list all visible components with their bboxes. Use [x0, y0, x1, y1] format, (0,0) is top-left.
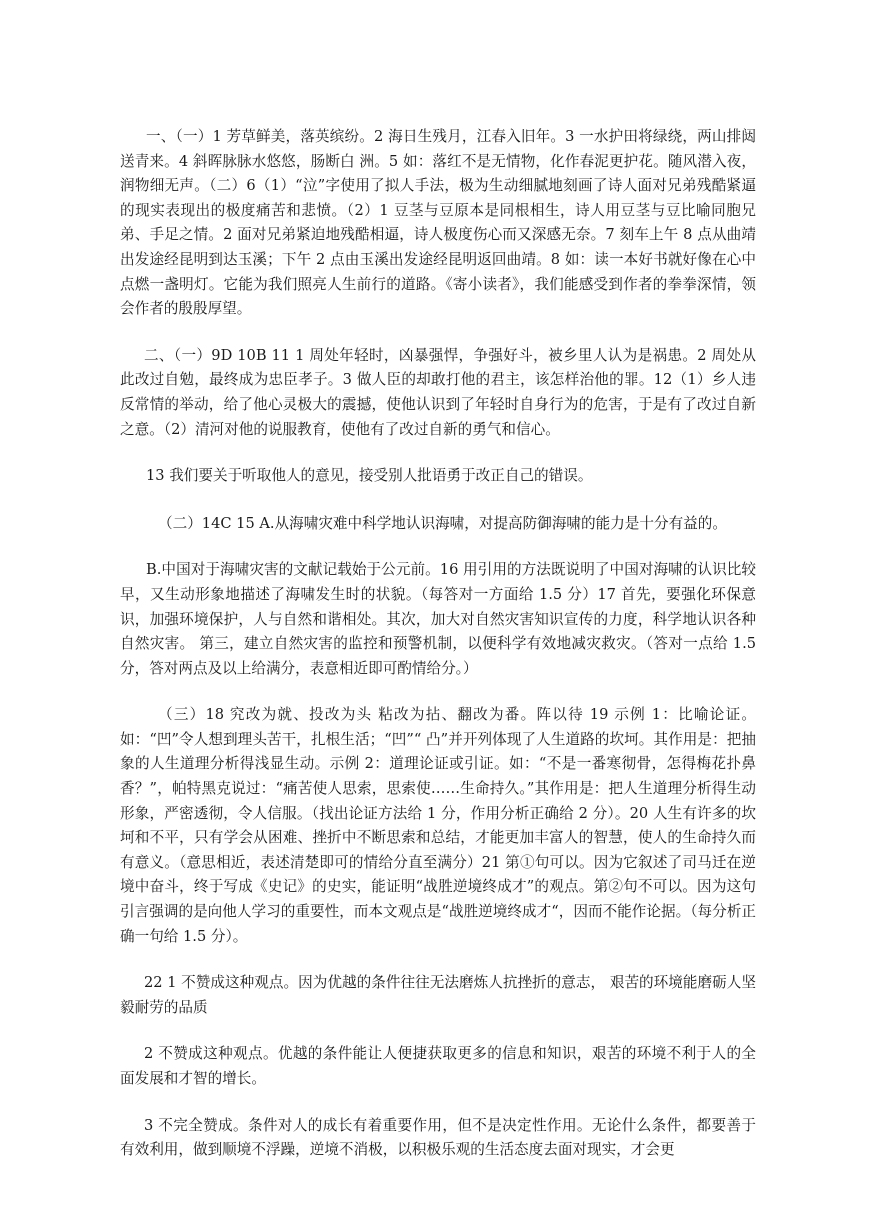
paragraph-answer-14-15: （二）14C 15 A.从海啸灾难中科学地认识海啸，对提高防御海啸的能力是十分有益的。 — [158, 514, 727, 532]
paragraph-section-one: 一、（一）1 芳草鲜美，落英缤纷。2 海日生残月，江春入旧年。3 一水护田将绿绕，两山排闼送青来。4 斜晖脉脉水悠悠，肠断白 洲。5 如：落红不是无情物，化作春泥更护花。随风潜入夜，润物细无声。（二）6（1）“泣”字使用了拟人手法，极为生动细腻地刻画了诗人面对兄弟残酷紧逼的现实表现出的极度痛苦和悲愤。（2）1 豆茎与豆原本是同根相生，诗人用豆茎与豆比喻同胞兄弟、手足之情。2 面对兄弟紧迫地残酷相逼，诗人极度伤心而又深感无奈。7 刻车上午 8 点从曲靖出发途经昆明到达玉溪；下午 2 点由玉溪出发途经昆明返回曲靖。8 如：读一本好书就好像在心中点燃一盏明灯。它能为我们照亮人生前行的道路。《寄小读者》，我们能感受到作者的拳拳深情，领会作者的殷殷厚望。 — [120, 128, 756, 318]
answer-text-body — [120, 125, 756, 1185]
paragraph-answer-22-1: 22 1 不赞成这种观点。因为优越的条件往往无法磨炼人抗挫折的意志， 艰苦的环境能磨砺人坚毅耐劳的品质 — [120, 974, 756, 1016]
paragraph-answer-22-2: 2 不赞成这种观点。优越的条件能让人便捷获取更多的信息和知识，艰苦的环境不利于人的全面发展和才智的增长。 — [120, 1045, 756, 1087]
paragraph-answer-15b-17: B.中国对于海啸灾害的文献记载始于公元前。16 用引用的方法既说明了中国对海啸的认识比较早，又生动形象地描述了海啸发生时的状貌。（每答对一方面给 1.5 分）17 首先，要强化环保意识，加强环境保护，人与自然和谐相处。其次，加大对自然灾害知识宣传的力度，科学地认识各种自然灾害。 第三，建立自然灾害的监控和预警机制，以便科学有效地减灾救灾。（答对一点给 1.5 分，答对两点及以上给满分，表意相近即可酌情给分。） — [120, 561, 756, 677]
paragraph-section-two: 二、（一）9D 10B 11 1 周处年轻时，凶暴强悍，争强好斗，被乡里人认为是祸患。2 周处从此改过自勉，最终成为忠臣孝子。3 做人臣的却敢打他的君主，该怎样治他的罪。12（1）乡人违反常情的举动，给了他心灵极大的震撼，使他认识到了年轻时自身行为的危害，于是有了改过自新之意。（2）清河对他的说服教育，使他有了改过自新的勇气和信心。 — [120, 346, 756, 438]
paragraph-answer-13: 13 我们要关于听取他人的意见，接受别人批语勇于改正自己的错误。 — [146, 467, 593, 485]
paragraph-answer-22-3: 3 不完全赞成。条件对人的成长有着重要作用，但不是决定性作用。无论什么条件，都要善于有效利用，做到顺境不浮躁，逆境不消极，以积极乐观的生活态度去面对现实，才会更 — [120, 1116, 756, 1159]
paragraph-section-three: （三）18 究改为就、投改为头 粘改为拈、翻改为番。阵以待 19 示例 1：比喻论证。如：“凹”令人想到理头苦干，扎根生活；“凹”“ 凸”并开列体现了人生道路的坎坷。其作用是：把抽象的人生道理分析得浅显生动。示例 2：道理论证或引证。如：“不是一番寒彻骨，怎得梅花扑鼻香？”，帕特黑克说过：“痛苦使人思索，思索使……生命持久。”其作用是：把人生道理分析得生动形象，严密透彻，令人信服。（找出论证方法给 1 分，作用分析正确给 2 分）。20 人生有许多的坎坷和不平，只有学会从困难、挫折中不断思索和总结，才能更加丰富人的智慧，使人的生命持久而有意义。（意思相近，表述清楚即可的情给分直至满分）21 第①句可以。因为它叙述了司马迁在逆境中奋斗，终于写成《史记》的史实，能证明“战胜逆境终成才”的观点。第②句不可以。因为这句引言强调的是向他人学习的重要性，而本文观点是“战胜逆境终成才“，因而不能作论据。（每分析正确一句给 1.5 分）。 — [120, 706, 756, 945]
